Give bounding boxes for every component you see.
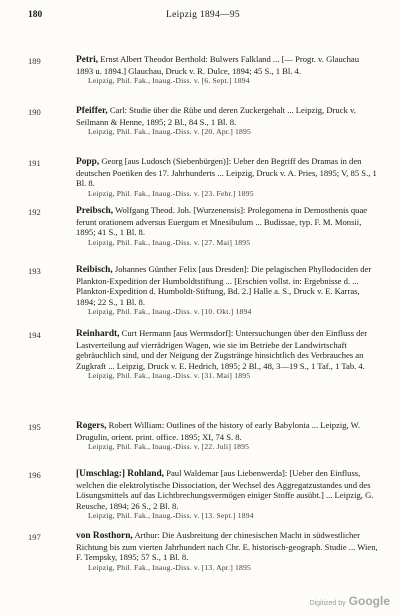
page-number: 180	[28, 10, 43, 20]
dissertation-note: Leipzig, Phil. Fak., Inaug.-Diss. v. [13. Apr.] 1895	[88, 562, 252, 572]
entry-description: Johannes Günther Felix [aus Dresden]: Die pelagischen Phyllodociden der Plankton-Expedition der Humboldtstiftung ... [Erschien vollst. in: Ergebnisse d. ... Plankton-Expedition d. Humboldt-Stiftung, Bd. 2.] Halle a. S., Druck v. E. Karras, 1894; 22 S., 1 Bl. 8.	[76, 264, 372, 307]
entry-text	[76, 54, 378, 87]
entry-text	[76, 205, 378, 248]
entry-number: 194	[28, 330, 41, 340]
entry-author: Reibisch,	[76, 265, 113, 275]
google-logo: Google	[348, 594, 390, 608]
entry-author: Reinhardt,	[76, 329, 120, 339]
entry-text	[76, 530, 378, 573]
entry-number: 189	[28, 56, 41, 66]
entry-text	[76, 105, 378, 138]
dissertation-note: Leipzig, Phil. Fak., Inaug.-Diss. v. [20. Apr.] 1895	[88, 127, 252, 137]
entry-text	[76, 264, 378, 318]
dissertation-note: Leipzig, Phil. Fak., Inaug.-Diss. v. [13. Sept.] 1894	[88, 511, 254, 521]
dissertation-note: Leipzig, Phil. Fak., Inaug.-Diss. v. [22. Juli] 1895	[88, 442, 250, 452]
entry-number: 193	[28, 266, 41, 276]
entry-author: [Umschlag:] Rohland,	[76, 469, 165, 479]
entry-author: Petri,	[76, 55, 99, 65]
running-title: Leipzig 1894—95	[166, 10, 240, 20]
entry-description: Paul Waldemar [aus Liebenwerda]: [Ueber den Einfluss, welchen die elektrolytische Dissociation, der Wechsel des Aggregatzustandes und des Lösungsmittels auf das Lichtbrechungsvermögen einiger Stoffe ausübt.] ... Leipzig, G. Reusche, 1894; 26 S., 2 Bl. 8.	[76, 468, 374, 511]
entry-description: Carl: Studie über die Rübe und deren Zuckergehalt ... Leipzig, Druck v. Seilmann & Henne, 1895; 2 Bl., 84 S., 1 Bl. 8.	[76, 105, 356, 127]
dissertation-note: Leipzig, Phil. Fak., Inaug.-Diss. v. [23. Febr.] 1895	[88, 188, 254, 198]
entry-description: Wolfgang Theod. Joh. [Wurzenensis]: Prolegomena in Demosthenis quae ferunt orationem adversus Euergum et Mnesibulum ... Budissae, typ. F. M. Monsii, 1895; 41 S., 1 Bl. 8.	[76, 205, 368, 238]
entry-number: 196	[28, 470, 41, 480]
entry-description: Arthur: Die Ausbreitung der chinesischen Macht in südwestlicher Richtung bis zum vierten Jahrhundert nach Chr. E. historisch-geograph. Studie ... Wien, F. Tempsky, 1895; 57 S., 1 Bl. 8.	[76, 530, 378, 563]
dissertation-note: Leipzig, Phil. Fak., Inaug.-Diss. v. [6. Sept.] 1894	[88, 76, 250, 86]
entry-text	[76, 468, 378, 522]
entry-number: 192	[28, 207, 41, 217]
entry-number: 195	[28, 422, 41, 432]
dissertation-note: Leipzig, Phil. Fak., Inaug.-Diss. v. [10. Okt.] 1894	[88, 307, 252, 317]
entry-author: Rogers,	[76, 421, 107, 431]
entry-author: Popp,	[76, 157, 100, 167]
entry-author: Pfeiffer,	[76, 106, 108, 116]
dissertation-note: Leipzig, Phil. Fak., Inaug.-Diss. v. [31. Mai] 1895	[88, 371, 251, 381]
entry-text	[76, 156, 378, 199]
entry-number: 190	[28, 107, 41, 117]
entry-description: Robert William: Outlines of the history of early Babylonia ... Leipzig, W. Drugulin, orient. print. office. 1895; XI, 74 S. 8.	[76, 420, 361, 442]
entry-number: 191	[28, 158, 41, 168]
entry-description: Curt Hermann [aus Wermsdorf]: Untersuchungen über den Einfluss der Lastverteilung auf vierrädrigen Wagen, wie sie im Betriebe der Landwirtschaft gebräuchlich sind, und der Neigung der Zugstränge hinsichtlich des Verbrauches an Zugkraft ... Leipzig, Druck v. E. Hedrich, 1895; 2 Bl., 48, 3—19 S., 1 Taf., 1 Tab. 4.	[76, 328, 368, 371]
entry-text	[76, 328, 378, 382]
entry-text	[76, 420, 378, 453]
watermark-prefix: Digitized by	[309, 600, 346, 607]
dissertation-note: Leipzig, Phil. Fak., Inaug.-Diss. v. [27. Mai] 1895	[88, 237, 251, 247]
entry-author: Preibsch,	[76, 206, 114, 216]
entry-author: von Rosthorn,	[76, 531, 133, 541]
entry-description: Ernst Albert Theodor Berthold: Bulwers Falkland ... [— Progr. v. Glauchau 1893 u. 1894.] Glauchau, Druck v. R. Dulce, 1894; 45 S., 1 Bl. 4.	[76, 54, 359, 76]
digitization-watermark	[309, 592, 390, 610]
entry-description: Georg [aus Ludosch (Siebenbürgen)]: Ueber den Begriff des Dramas in den deutschen Poetiken des 17. Jahrhunderts ... Leipzig, Druck v. A. Pries, 1895; V, 85 S., 1 Bl. 8.	[76, 156, 377, 189]
entry-number: 197	[28, 532, 41, 542]
